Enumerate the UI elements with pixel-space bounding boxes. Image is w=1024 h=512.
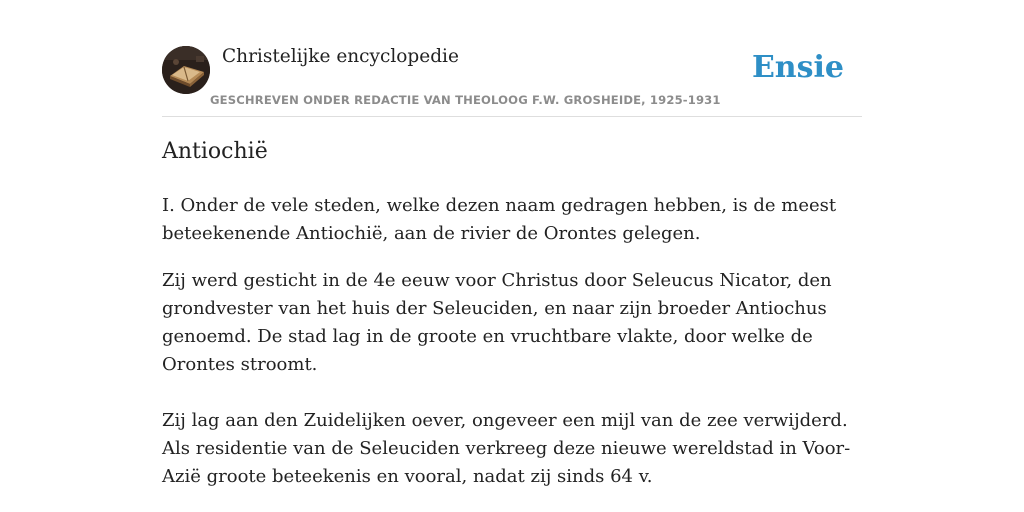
brand-logo[interactable]: Ensie [751,50,844,85]
book-photo-icon [162,46,210,94]
source-subtitle: GESCHREVEN ONDER REDACTIE VAN THEOLOOG F.W. GROSHEIDE, 1925-1931 [210,93,721,107]
article-paragraph: I. Onder de vele steden, welke dezen naam gedragen hebben, is de meest beteekenende Antiochië, aan de rivier de Orontes gelegen. [162,195,837,244]
source-header [162,44,862,117]
source-name[interactable]: Christelijke encyclopedie [222,46,459,67]
article-body [162,192,862,510]
source-avatar[interactable] [162,46,210,94]
article-paragraph: Zij lag aan den Zuidelijken oever, ongeveer een mijl van de zee verwijderd. Als residentie van de Seleuciden verkreeg deze nieuwe wereldstad in Voor-Azië groote beteekenis en vooral, nadat zij sinds 64 v. [162,410,851,487]
article-paragraph: Zij werd gesticht in de 4e eeuw voor Christus door Seleucus Nicator, den grondvester van het huis der Seleuciden, en naar zijn broeder Antiochus genoemd. De stad lag in de groote en vruchtbare vlakte, door welke de Orontes stroomt. [162,270,832,375]
article-title: Antiochië [162,139,268,164]
